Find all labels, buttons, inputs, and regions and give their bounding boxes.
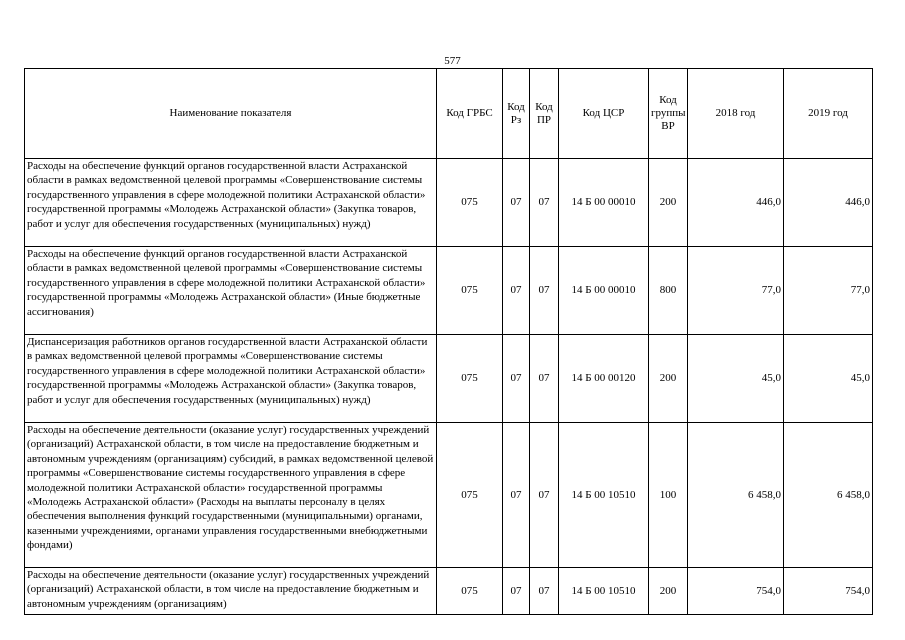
row-rz: 07 bbox=[503, 247, 530, 335]
table-row bbox=[25, 568, 873, 615]
row-grbs: 075 bbox=[437, 568, 503, 615]
row-rz: 07 bbox=[503, 159, 530, 247]
header-2018: 2018 год bbox=[688, 69, 784, 159]
row-grbs: 075 bbox=[437, 423, 503, 568]
row-csr: 14 Б 00 00010 bbox=[559, 247, 649, 335]
row-2018: 446,0 bbox=[688, 159, 784, 247]
header-rz: Код Рз bbox=[503, 69, 530, 159]
header-pr: Код ПР bbox=[530, 69, 559, 159]
row-rz: 07 bbox=[503, 423, 530, 568]
row-2019: 45,0 bbox=[784, 335, 873, 423]
row-name: Расходы на обеспечение функций органов государственной власти Астраханской области в рамках ведомственной целевой программы «Совершенствование системы государственного управления в сфере молодежной политики Астраханской области» государственной программы «Молодежь Астраханской области» (Иные бюджетные ассигнования) bbox=[25, 247, 437, 335]
table-row bbox=[25, 423, 873, 568]
row-vr: 200 bbox=[649, 159, 688, 247]
header-csr: Код ЦСР bbox=[559, 69, 649, 159]
header-name: Наименование показателя bbox=[25, 69, 437, 159]
row-csr: 14 Б 00 00120 bbox=[559, 335, 649, 423]
header-2019: 2019 год bbox=[784, 69, 873, 159]
row-vr: 100 bbox=[649, 423, 688, 568]
header-vr: Код группы ВР bbox=[649, 69, 688, 159]
row-pr: 07 bbox=[530, 423, 559, 568]
row-2019: 446,0 bbox=[784, 159, 873, 247]
row-name: Расходы на обеспечение функций органов государственной власти Астраханской области в рамках ведомственной целевой программы «Совершенствование системы государственного управления в сфере молодежной политики Астраханской области» государственной программы «Молодежь Астраханской области» (Закупка товаров, работ и услуг для обеспечения государственных (муниципальных) нужд) bbox=[25, 159, 437, 247]
row-2018: 77,0 bbox=[688, 247, 784, 335]
row-rz: 07 bbox=[503, 335, 530, 423]
row-pr: 07 bbox=[530, 159, 559, 247]
row-2019: 6 458,0 bbox=[784, 423, 873, 568]
row-vr: 200 bbox=[649, 568, 688, 615]
row-name: Расходы на обеспечение деятельности (оказание услуг) государственных учреждений (организаций) Астраханской области, в том числе на предоставление бюджетным и автономным учреждениям (организациям) bbox=[25, 568, 437, 615]
row-pr: 07 bbox=[530, 335, 559, 423]
table-row bbox=[25, 159, 873, 247]
row-csr: 14 Б 00 10510 bbox=[559, 423, 649, 568]
row-pr: 07 bbox=[530, 247, 559, 335]
row-name: Диспансеризация работников органов государственной власти Астраханской области в рамках ведомственной целевой программы «Совершенствование системы государственного управления в сфере молодежной политики Астраханской области» государственной программы «Молодежь Астраханской области» (Закупка товаров, работ и услуг для обеспечения государственных (муниципальных) нужд) bbox=[25, 335, 437, 423]
row-grbs: 075 bbox=[437, 159, 503, 247]
row-pr: 07 bbox=[530, 568, 559, 615]
row-rz: 07 bbox=[503, 568, 530, 615]
row-name: Расходы на обеспечение деятельности (оказание услуг) государственных учреждений (организаций) Астраханской области, в том числе на предоставление бюджетным и автономным учреждениям (организациям) субсидий, в рамках ведомственной целевой программы «Совершенствование системы государственного управления в сфере молодежной политики Астраханской области» государственной программы «Молодежь Астраханской области» (Расходы на выплаты персоналу в целях обеспечения выполнения функций государственными (муниципальными) органами, казенными учреждениями, органами управления государственными внебюджетными фондами) bbox=[25, 423, 437, 568]
row-2018: 45,0 bbox=[688, 335, 784, 423]
row-vr: 200 bbox=[649, 335, 688, 423]
row-grbs: 075 bbox=[437, 247, 503, 335]
table-row bbox=[25, 335, 873, 423]
row-grbs: 075 bbox=[437, 335, 503, 423]
row-2018: 754,0 bbox=[688, 568, 784, 615]
row-2018: 6 458,0 bbox=[688, 423, 784, 568]
row-2019: 77,0 bbox=[784, 247, 873, 335]
row-csr: 14 Б 00 10510 bbox=[559, 568, 649, 615]
row-2019: 754,0 bbox=[784, 568, 873, 615]
row-vr: 800 bbox=[649, 247, 688, 335]
budget-table bbox=[24, 68, 873, 615]
row-csr: 14 Б 00 00010 bbox=[559, 159, 649, 247]
header-grbs: Код ГРБС bbox=[437, 69, 503, 159]
page-number: 577 bbox=[444, 55, 461, 67]
header-row bbox=[25, 69, 873, 159]
table-row bbox=[25, 247, 873, 335]
